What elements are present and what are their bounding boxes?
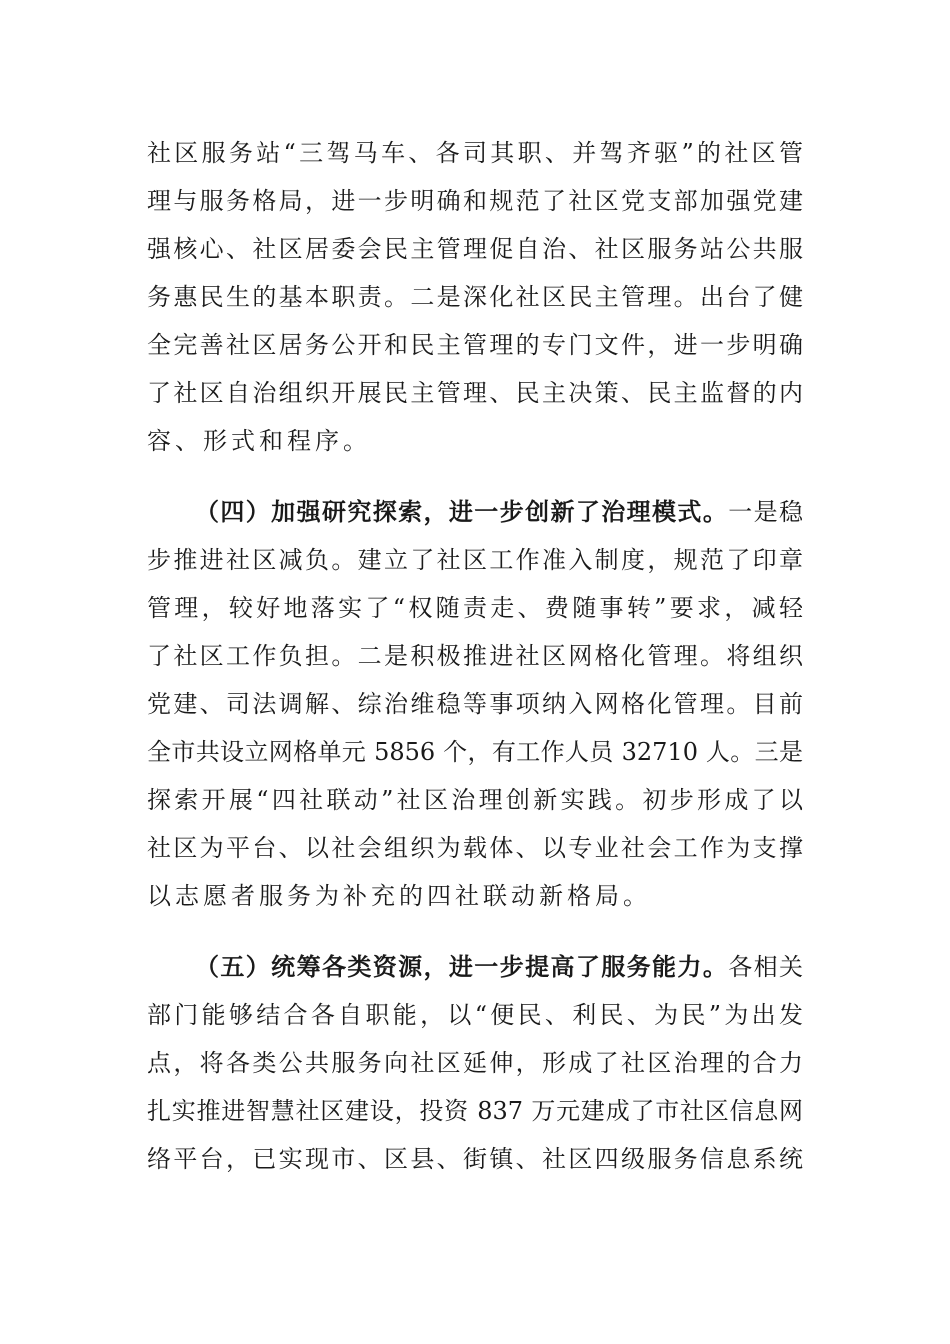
paragraph-3-line-1: 部门能够结合各自职能，以“便民、利民、为民”为出发 (147, 1001, 803, 1029)
paragraph-2-line-5: 全市共设立网格单元 5856 个，有工作人员 32710 人。三是 (147, 738, 803, 766)
paragraph-1-line-5: 全完善社区居务公开和民主管理的专门文件，进一步明确 (147, 331, 803, 359)
paragraph-2-line-2: 管理，较好地落实了“权随责走、费随事转”要求，减轻 (147, 594, 803, 622)
paragraph-2-heading: （四）加强研究探索，进一步创新了治理模式。 (195, 497, 729, 526)
paragraph-1-line-4: 务惠民生的基本职责。二是深化社区民主管理。出台了健 (147, 283, 803, 311)
paragraph-1-line-1: 社区服务站“三驾马车、各司其职、并驾齐驱”的社区管 (147, 139, 803, 167)
paragraph-3-line-2: 点，将各类公共服务向社区延伸，形成了社区治理的合力 (147, 1049, 803, 1077)
paragraph-2-line-1: 步推进社区减负。建立了社区工作准入制度，规范了印章 (147, 546, 803, 574)
paragraph-3-heading-rest: 各相关 (728, 953, 803, 981)
paragraph-2-line-7: 社区为平台、以社会组织为载体、以专业社会工作为支撑 (147, 834, 803, 862)
paragraph-2-line-3: 了社区工作负担。二是积极推进社区网格化管理。将组织 (147, 642, 803, 670)
paragraph-1-line-3: 强核心、社区居委会民主管理促自治、社区服务站公共服 (147, 235, 803, 263)
paragraph-3-heading-line (147, 949, 803, 985)
paragraph-1-line-2: 理与服务格局，进一步明确和规范了社区党支部加强党建 (147, 187, 803, 215)
paragraph-3-heading: （五）统筹各类资源，进一步提高了服务能力。 (195, 952, 729, 981)
paragraph-2-line-6: 探索开展“四社联动”社区治理创新实践。初步形成了以 (147, 786, 803, 814)
paragraph-2-line-8: 以志愿者服务为补充的四社联动新格局。 (147, 882, 651, 910)
paragraph-1-line-6: 了社区自治组织开展民主管理、民主决策、民主监督的内 (147, 379, 803, 407)
paragraph-3-line-4: 络平台，已实现市、区县、街镇、社区四级服务信息系统 (147, 1145, 803, 1173)
paragraph-3-line-3: 扎实推进智慧社区建设，投资 837 万元建成了市社区信息网 (147, 1097, 803, 1125)
paragraph-2-heading-rest: 一是稳 (728, 498, 803, 526)
paragraph-1-line-7: 容、形式和程序。 (147, 427, 371, 455)
paragraph-2-heading-line (147, 494, 803, 530)
paragraph-2-line-4: 党建、司法调解、综治维稳等事项纳入网格化管理。目前 (147, 690, 803, 718)
